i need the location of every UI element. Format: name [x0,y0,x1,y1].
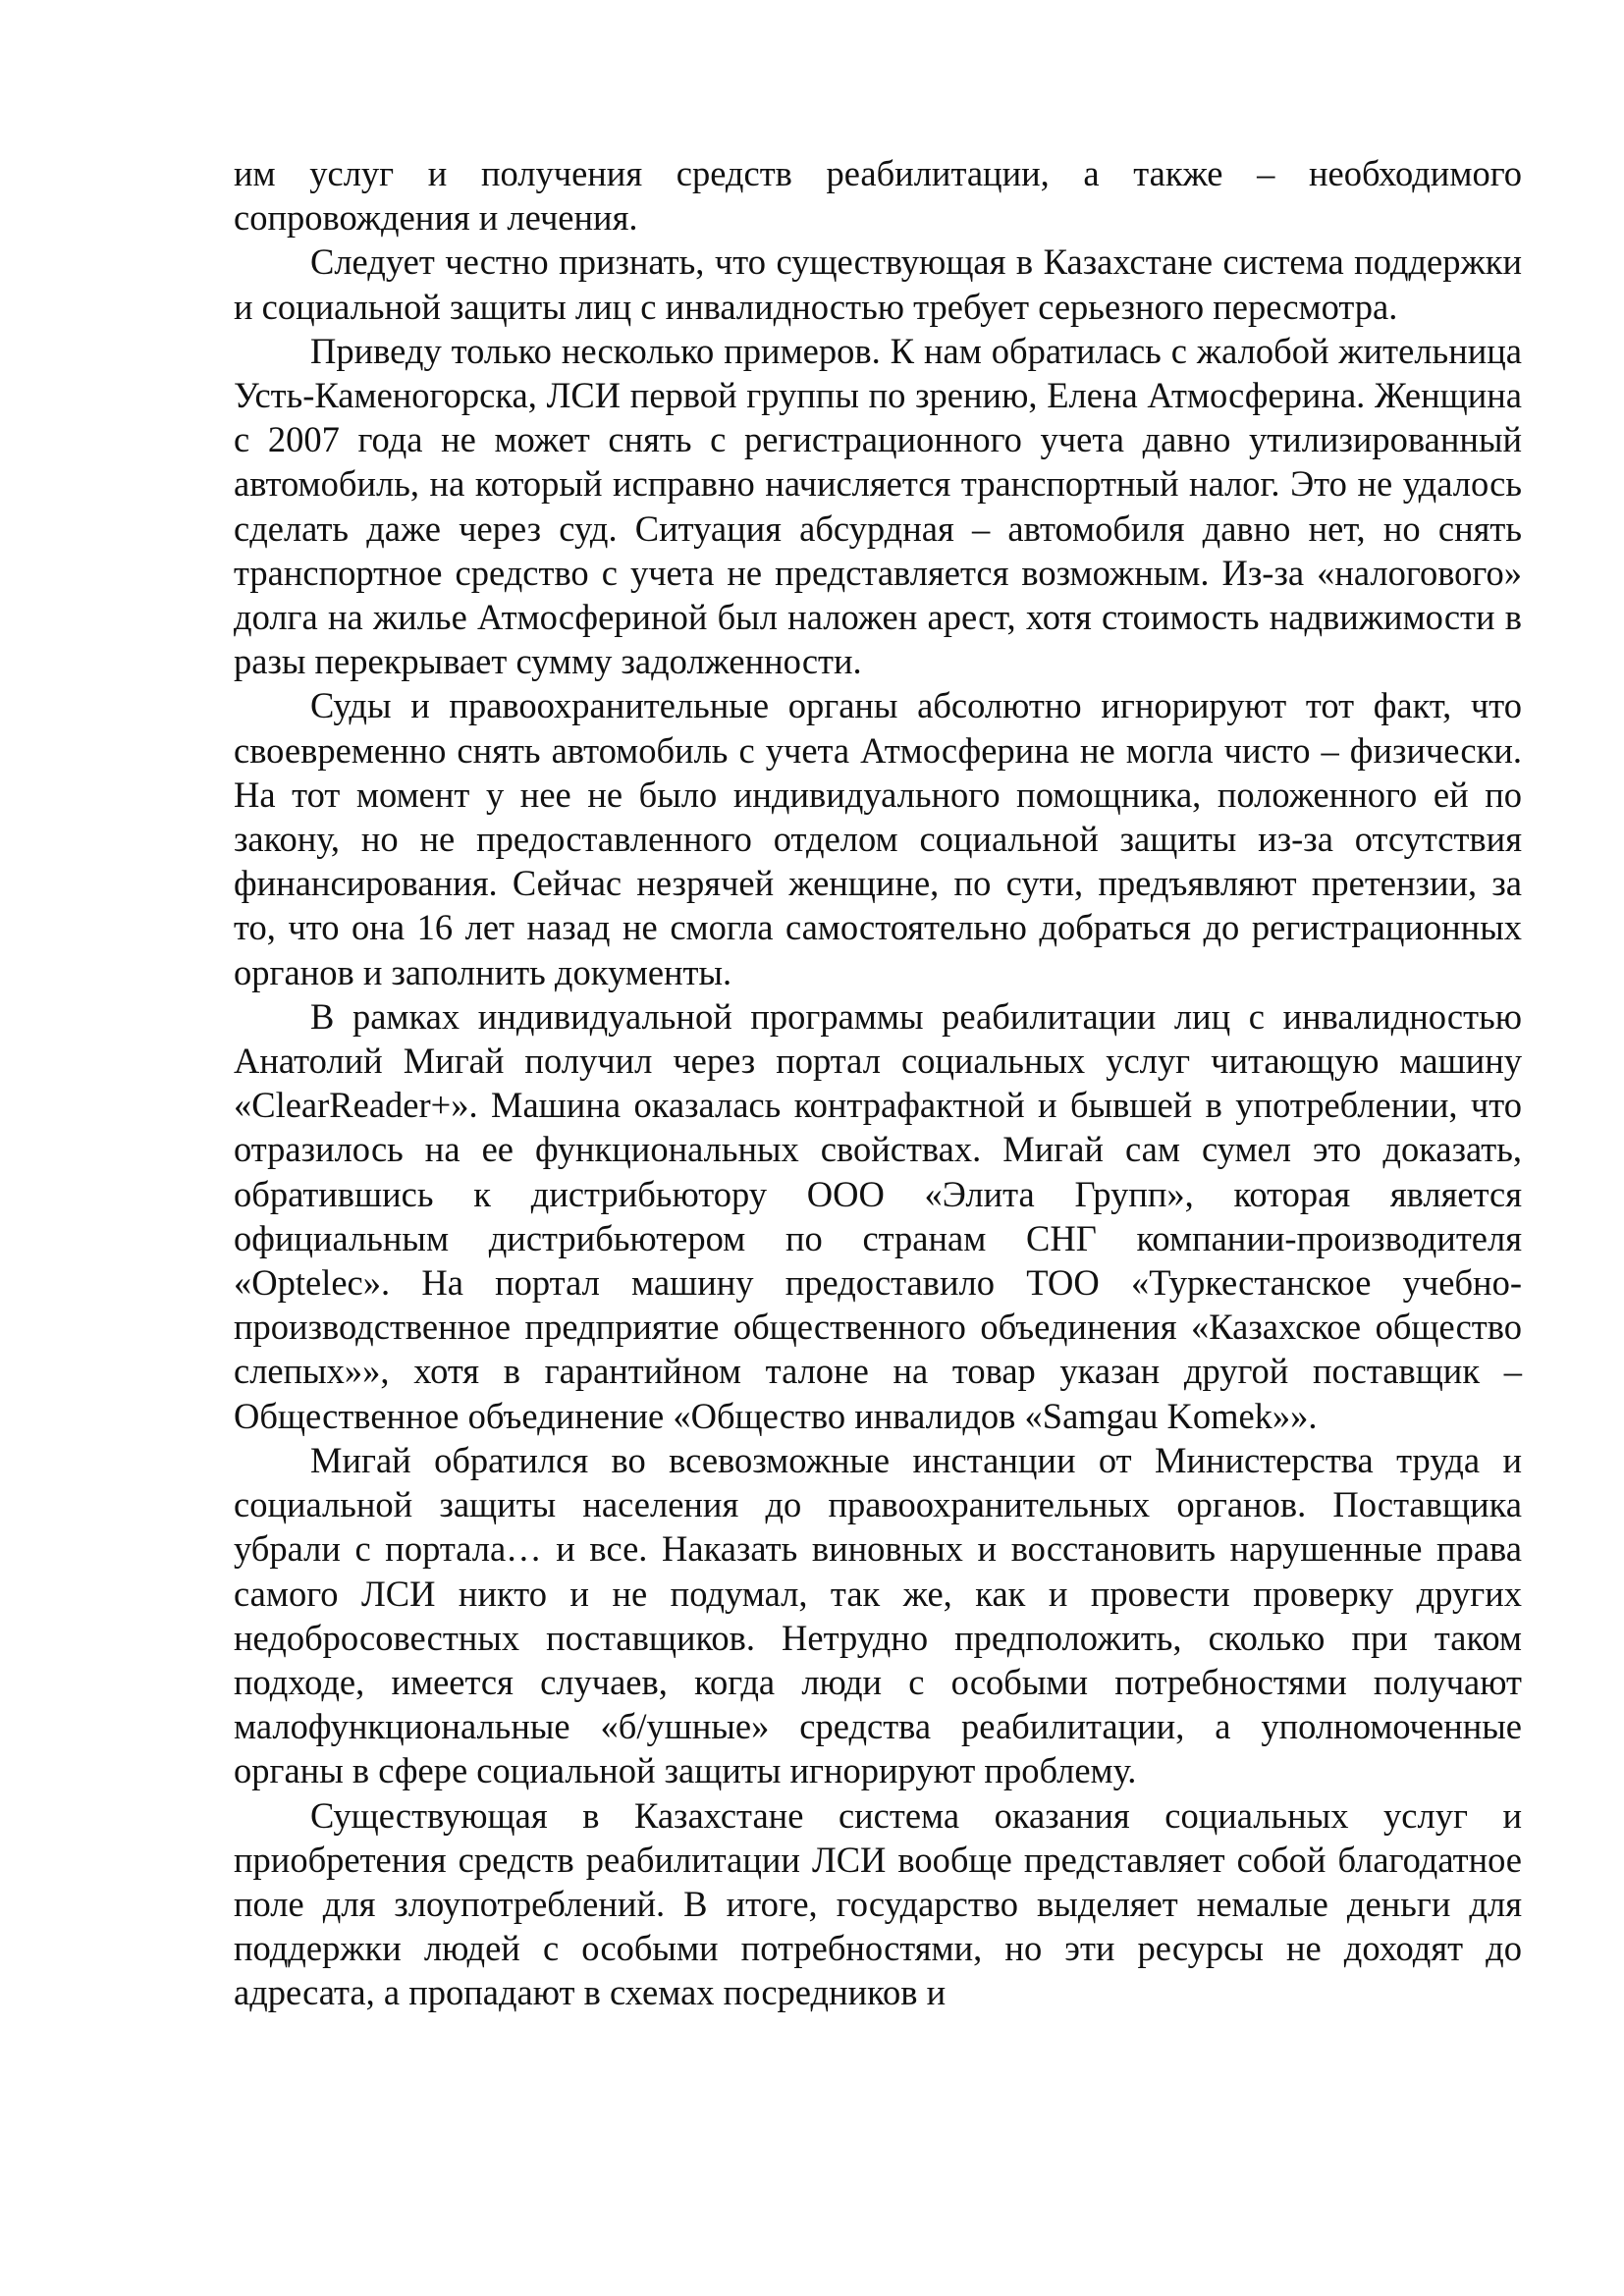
paragraph-3: Приведу только несколько примеров. К нам обратилась с жалобой жительница Усть-Каменогорска, ЛСИ первой группы по зрению, Елена Атмосферина. Женщина с 2007 года не может снять с регистрационного учета давно утилизированный автомобиль, на который исправно начисляется транспортный налог. Это не удалось сделать даже через суд. Ситуация абсурдная – автомобиля давно нет, но снять транспортное средство с учета не представляется возможным. Из-за «налогового» долга на жилье Атмосфериной был наложен арест, хотя стоимость надвижимости в разы перекрывает сумму задолженности. [234,330,1522,682]
paragraph-6: Мигай обратился во всевозможные инстанции от Министерства труда и социальной защиты населения до правоохранительных органов. Поставщика убрали с портала… и все. Наказать виновных и восстановить нарушенные права самого ЛСИ никто и не подумал, так же, как и провести проверку других недобросовестных поставщиков. Нетрудно предположить, сколько при таком подходе, имеется случаев, когда люди с особыми потребностями получают малофункциональные «б/ушные» средства реабилитации, а уполномоченные органы в сфере социальной защиты игнорируют проблему. [234,1439,1522,1791]
paragraph-5: В рамках индивидуальной программы реабилитации лиц с инвалидностью Анатолий Мигай получил через портал социальных услуг читающую машину «ClearReader+». Машина оказалась контрафактной и бывшей в употреблении, что отразилось на ее функциональных свойствах. Мигай сам сумел это доказать, обратившись к дистрибьютору ООО «Элита Групп», которая является официальным дистрибьютером по странам СНГ компании-производителя «Optelec». На портал машину предоставило ТОО «Туркестанское учебно-производственное предприятие общественного объединения «Казахское общество слепых»», хотя в гарантийном талоне на товар указан другой поставщик – Общественное объединение «Общество инвалидов «Samgau Komek»». [234,995,1522,1436]
paragraph-7: Существующая в Казахстане система оказания социальных услуг и приобретения средств реабилитации ЛСИ вообще представляет собой благодатное поле для злоупотреблений. В итоге, государство выделяет немалые деньги для поддержки людей с особыми потребностями, но эти ресурсы не доходят до адресата, а пропадают в схемах посредников и [234,1794,1522,2013]
paragraph-4: Суды и правоохранительные органы абсолютно игнорируют тот факт, что своевременно снять автомобиль с учета Атмосферина не могла чисто – физически. На тот момент у нее не было индивидуального помощника, положенного ей по закону, но не предоставленного отделом социальной защиты из-за отсутствия финансирования. Сейчас незрячей женщине, по сути, предъявляют претензии, за то, что она 16 лет назад не смогла самостоятельно добраться до регистрационных органов и заполнить документы. [234,685,1522,992]
document-page [234,151,1522,2015]
paragraph-1: им услуг и получения средств реабилитации, а также – необходимого сопровождения и лечения. [234,153,1522,239]
paragraph-2: Следует честно признать, что существующая в Казахстане система поддержки и социальной защиты лиц с инвалидностью требует серьезного пересмотра. [234,241,1522,327]
